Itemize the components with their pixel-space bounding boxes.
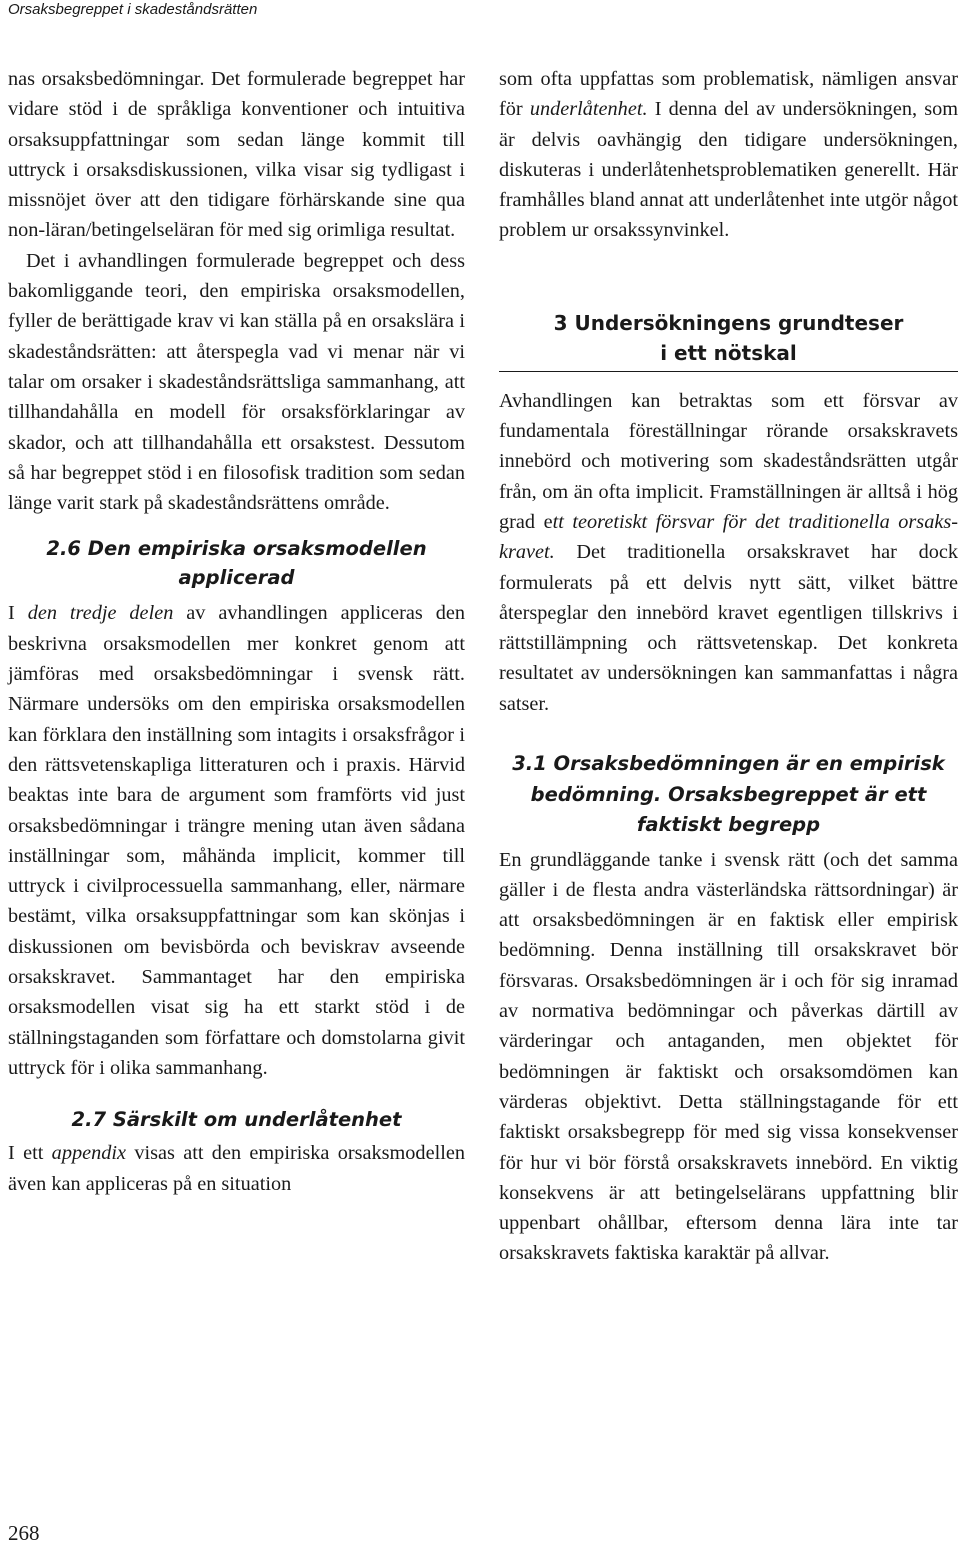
- section-heading-2-6: 2.6 Den empiriska orsaksmodellen applicerad: [46, 537, 427, 590]
- page-number: 268: [8, 1521, 40, 1545]
- section-heading-3-1: 3.1 Orsaksbedömningen är en empirisk bedömning. Orsaksbegreppet är ett faktiskt begrepp: [512, 752, 945, 837]
- paragraph: som ofta uppfattas som problematisk, nämligen ansvar för underlåtenhet. I denna del av undersökningen, som är delvis oavhängig den tidigare undersökningen, diskuteras i underlåtenhetsproblematiken generellt. Här framhålles bland annat att underlåtenhet inte utgör något problem ur orsakssynvinkel.: [499, 68, 959, 242]
- paragraph: nas orsaksbedömningar. Det formulerade begreppet har vidare stöd i de språkliga konventioner och intuitiva orsaksuppfattningar som sedan länge kommit till uttryck i orsaksdiskussionen, vilka visar sig tydligast i missnöjet över att den tidigare förhärskande sine qua non-läran/betingelseläran för med sig orimliga resultat.: [8, 68, 465, 242]
- left-column: [8, 64, 465, 1199]
- emphasis: tt teoretiskt försvar för det traditionella orsakskravet.: [499, 510, 959, 564]
- paragraph: I den tredje delen av avhandlingen appliceras den beskrivna orsaksmodellen mer konkret genom att jämföras med orsaksbedömningar i svensk rätt. Närmare undersöks om den empiriska orsaksmodellen kan förklara den inställning som intagits i orsaksfrågor i den rättsvetenskapliga litteraturen och i praxis. Härvid beaktas inte bara de argument som framförts vid just orsaksbedömningar i trängre mening utan även sådana inställningar som, måhända implicit, kommer till uttryck i civilprocessuella sammanhang, eller, närmare bestämt, vilka orsaksuppfattningar som kan skönjas i diskussionen om bevisbörda och beviskrav avseende orsakskravet. Sammantaget har den empiriska orsaksmodellen visat sig ha ett starkt stöd i de ställningstaganden som författare och domstolarna givit uttryck för i olika sammanhang.: [8, 602, 465, 1079]
- paragraph: Avhandlingen kan betraktas som ett försvar av fundamentala föreställningar rörande orsakskravets innebörd och motivering som skadeståndsrätten utgår från, om än ofta implicit. Framställningen är alltså i hög grad ett teoretiskt försvar för det traditionella orsakskravet. Det traditionella orsakskravet har dock formulerats på ett delvis nytt sätt, vilket bättre återspeglar den innebörd kravet egentligen tillskrivs i rättstillämpning och rättsvetenskap. Det konkreta resultatet av undersökningen kan sammanfattas i några satser.: [499, 389, 959, 715]
- paragraph: Det i avhandlingen formulerade begreppet och dess bakomliggande teori, den empiriska orsaksmodellen, fyller de berättigade krav vi kan ställa på en orsakslära i skadeståndsrätten: att återspegla vad vi menar när vi talar om orsaker i skadeståndsrättsliga sammanhang, att tillhandahålla en modell för orsaksförklaringar av skador, och att tillhandahålla ett orsakstest. Dessutom så har begreppet stöd i en filosofisk tradition som sedan länge varit stark på skadeståndsrättens område.: [8, 249, 465, 515]
- section-heading-2-7: 2.7 Särskilt om underlåtenhet: [71, 1108, 402, 1132]
- heading-rule: [499, 371, 958, 372]
- emphasis: den tredje delen: [27, 602, 174, 625]
- section-heading-3: 3 Undersökningens grundteser i ett nötskal: [553, 310, 904, 365]
- paragraph: En grundläggande tanke i svensk rätt (och det samma gäller i de flesta andra västerländska rättsordningar) är att orsaksbedömningen är en faktisk eller empirisk bedömning. Denna inställning till orsakskravet bör försvaras. Orsaksbedömningen är i och för sig inramad av normativa bedömningar och påverkas därtill av värderingar och antaganden, men objektet för bedömningen är faktiskt och orsaksomdömen kan värderas objektivt. Detta ställningstagande för ett faktiskt orsaksbegrepp för med sig vissa konsekvenser för hur vi bör förstå orsakskravets innebörd. En viktig konsekvens är att betingelselärans uppfattning blir uppenbart ohållbar, eftersom denna lära inte tar orsakskravets faktiska karaktär på allvar.: [499, 848, 958, 1265]
- emphasis: appendix: [51, 1142, 127, 1165]
- paragraph: I ett appendix visas att den empiriska orsaksmodellen även kan appliceras på en situation: [8, 1142, 465, 1195]
- running-head-title: Orsaksbegreppet i skadeståndsrätten: [8, 1, 258, 18]
- emphasis: underlåtenhet.: [529, 98, 648, 121]
- right-column: [499, 64, 958, 1269]
